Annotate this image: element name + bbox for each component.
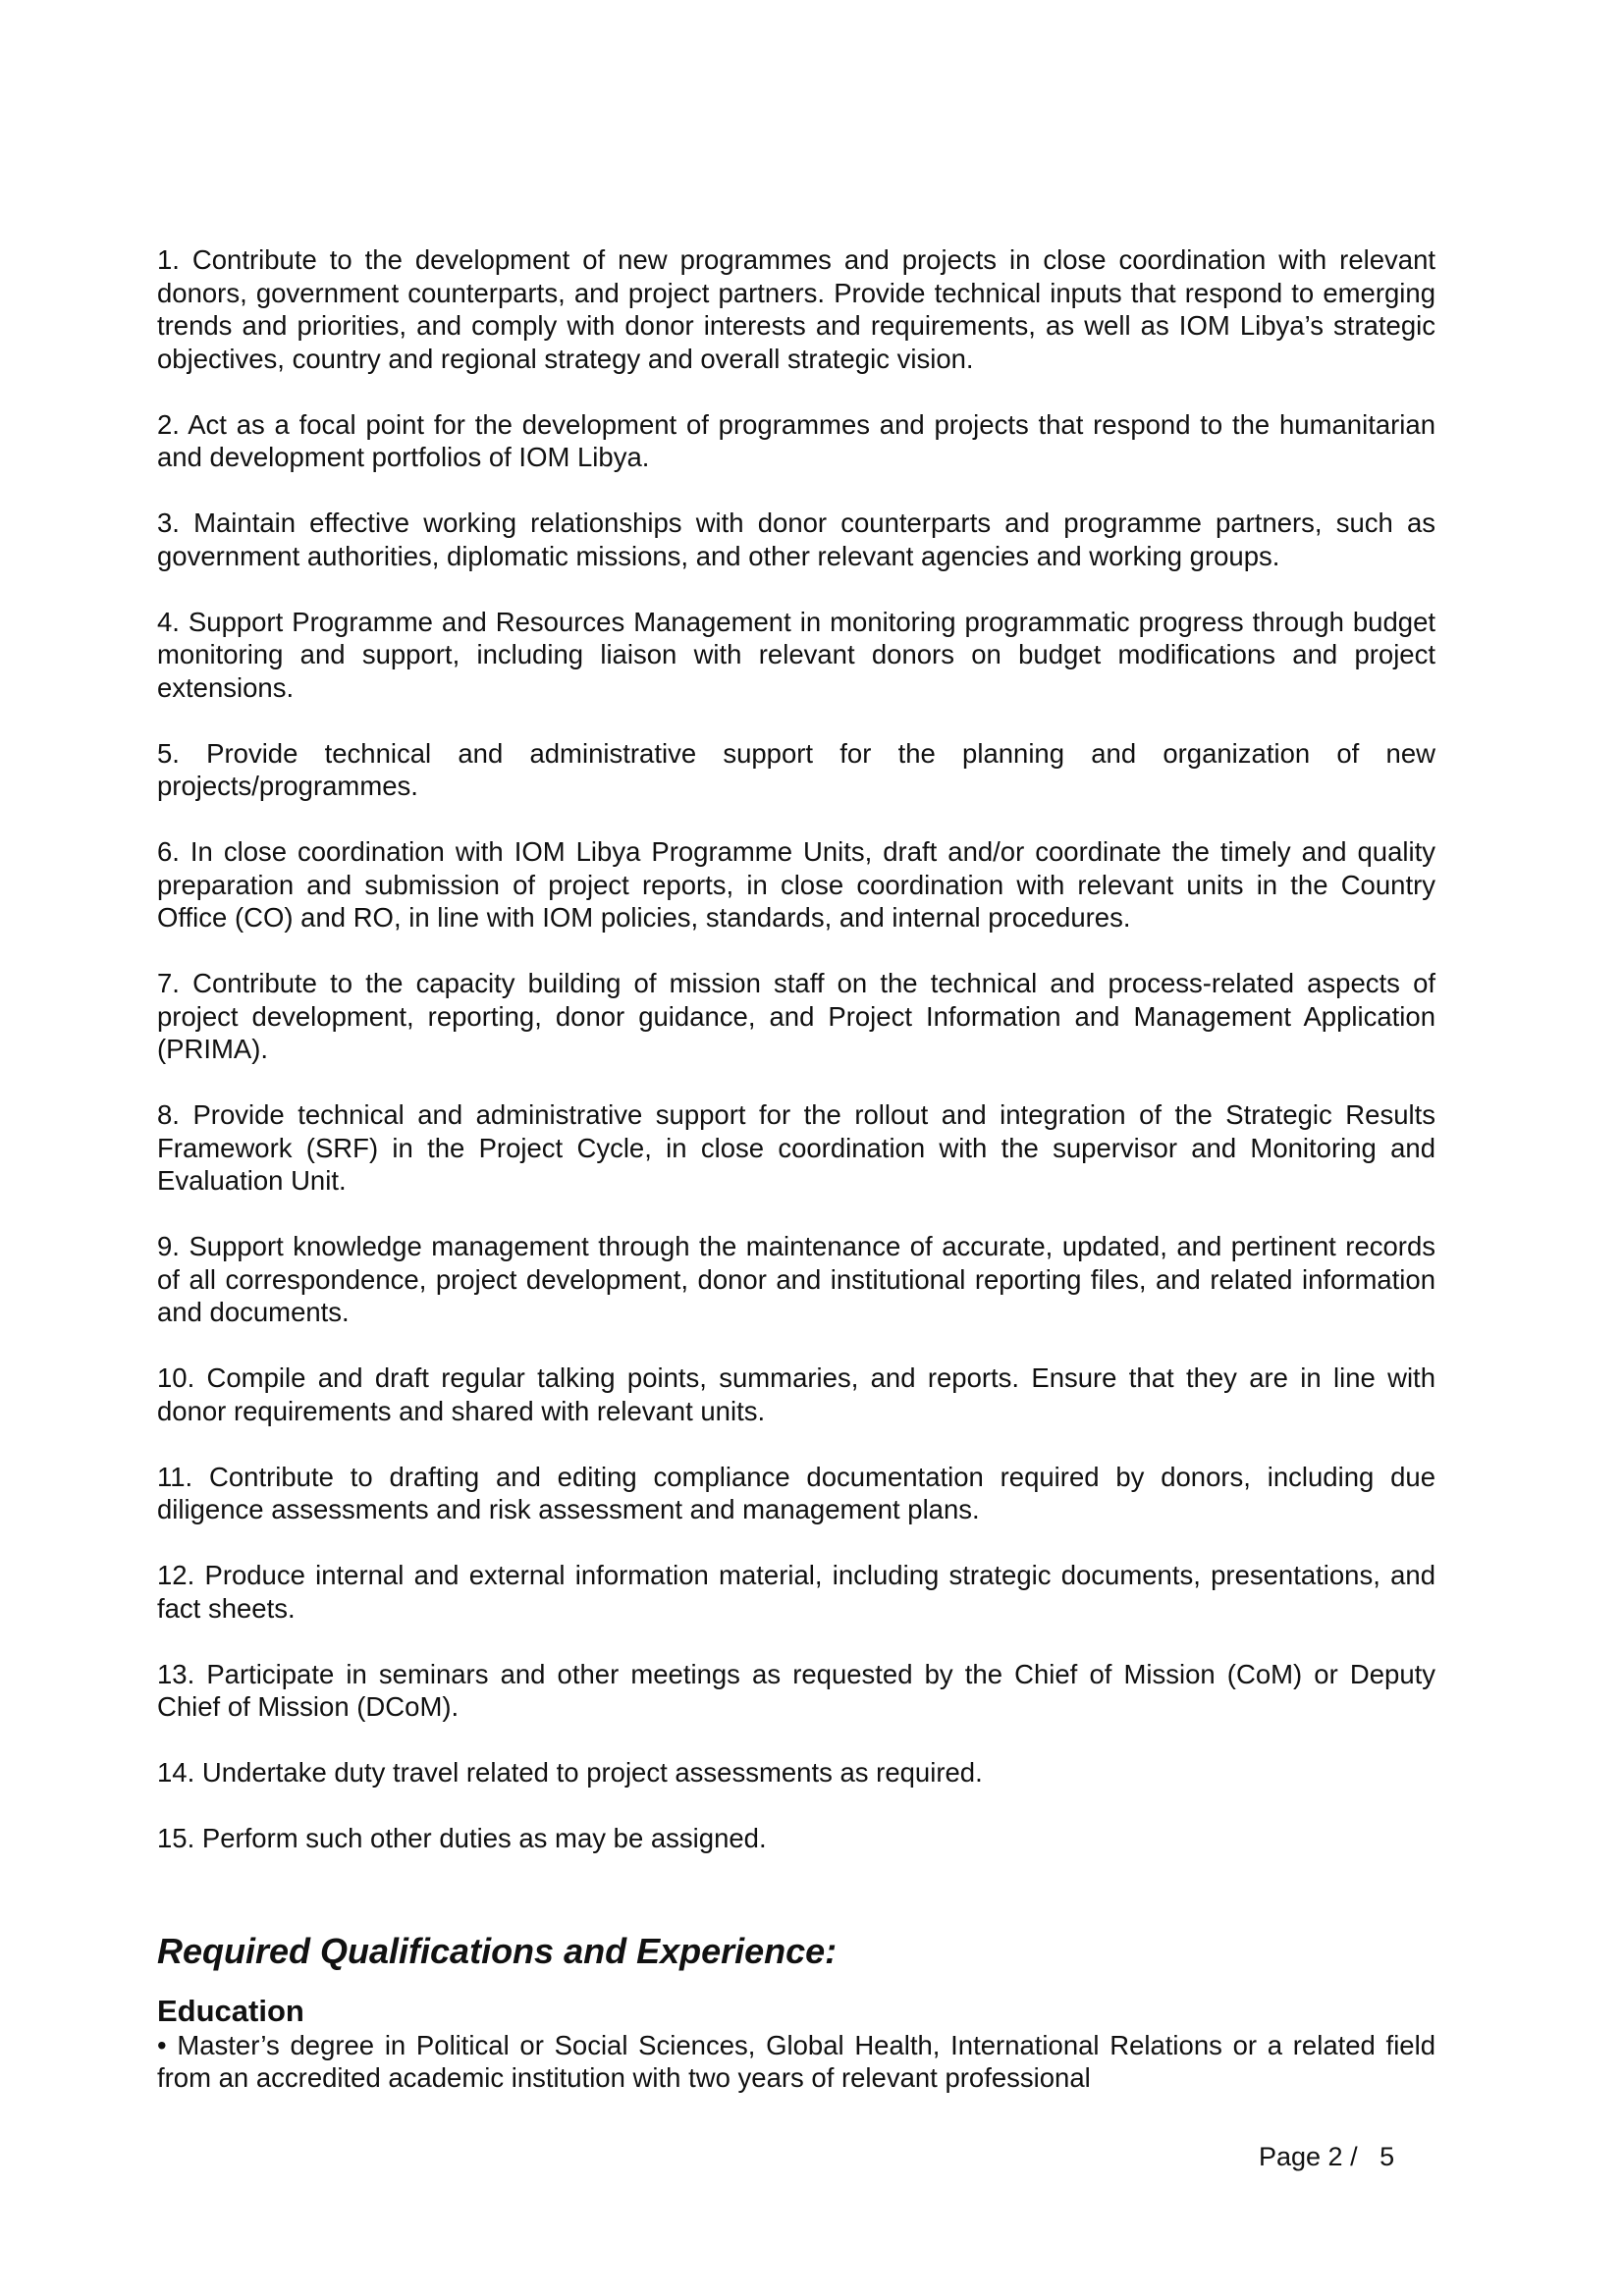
page-content	[157, 243, 1435, 2095]
duty-item-2: 2. Act as a focal point for the development of programmes and projects that respond to the humanitarian and development portfolios of IOM Libya.	[157, 408, 1435, 472]
duty-item-8: 8. Provide technical and administrative support for the rollout and integration of the Strategic Results Framework (SRF) in the Project Cycle, in close coordination with the supervisor and Monitoring and Evaluation Unit.	[157, 1099, 1435, 1196]
duty-item-13: 13. Participate in seminars and other meetings as requested by the Chief of Mission (CoM) or Deputy Chief of Mission (DCoM).	[157, 1658, 1435, 1722]
duty-item-14: 14. Undertake duty travel related to project assessments as required.	[157, 1757, 983, 1788]
section-spacer	[157, 1855, 1435, 1930]
qualifications-heading: Required Qualifications and Experience:	[157, 1930, 838, 1971]
duty-item-11: 11. Contribute to drafting and editing compliance documentation required by donors, including due diligence assessments and risk assessment and management plans.	[157, 1461, 1435, 1524]
duty-item-7: 7. Contribute to the capacity building of mission staff on the technical and process-related aspects of project development, reporting, donor guidance, and Project Information and Management Application (PRIMA).	[157, 968, 1435, 1064]
duty-item-10: 10. Compile and draft regular talking points, summaries, and reports. Ensure that they are in line with donor requirements and shared with relevant units.	[157, 1362, 1435, 1426]
duty-item-15: 15. Perform such other duties as may be assigned.	[157, 1823, 767, 1853]
duty-item-12: 12. Produce internal and external information material, including strategic documents, presentations, and fact sheets.	[157, 1560, 1435, 1624]
duty-item-5: 5. Provide technical and administrative support for the planning and organization of new projects/programmes.	[157, 737, 1435, 801]
education-bullet: • Master’s degree in Political or Social Sciences, Global Health, International Relations or a related field from an accredited academic institution with two years of relevant professional	[157, 2029, 1435, 2093]
duty-item-4: 4. Support Programme and Resources Management in monitoring programmatic progress through budget monitoring and support, including liaison with relevant donors on budget modifications and project extensions.	[157, 606, 1435, 703]
duty-item-9: 9. Support knowledge management through the maintenance of accurate, updated, and pertinent records of all correspondence, project development, donor and institutional reporting files, and related information and documents.	[157, 1231, 1435, 1327]
duty-item-3: 3. Maintain effective working relationships with donor counterparts and programme partners, such as government authorities, diplomatic missions, and other relevant agencies and working groups.	[157, 507, 1435, 571]
page-number: Page 2 / 5	[1259, 2142, 1395, 2171]
duty-item-6: 6. In close coordination with IOM Libya Programme Units, draft and/or coordinate the timely and quality preparation and submission of project reports, in close coordination with relevant units in the Country Office (CO) and RO, in line with IOM policies, standards, and internal procedures.	[157, 836, 1435, 933]
education-heading: Education	[157, 1993, 304, 2028]
duty-item-1: 1. Contribute to the development of new programmes and projects in close coordination with relevant donors, government counterparts, and project partners. Provide technical inputs that respond to emerging trends and priorities, and comply with donor interests and requirements, as well as IOM Libya’s strategic objectives, country and regional strategy and overall strategic vision.	[157, 244, 1435, 374]
